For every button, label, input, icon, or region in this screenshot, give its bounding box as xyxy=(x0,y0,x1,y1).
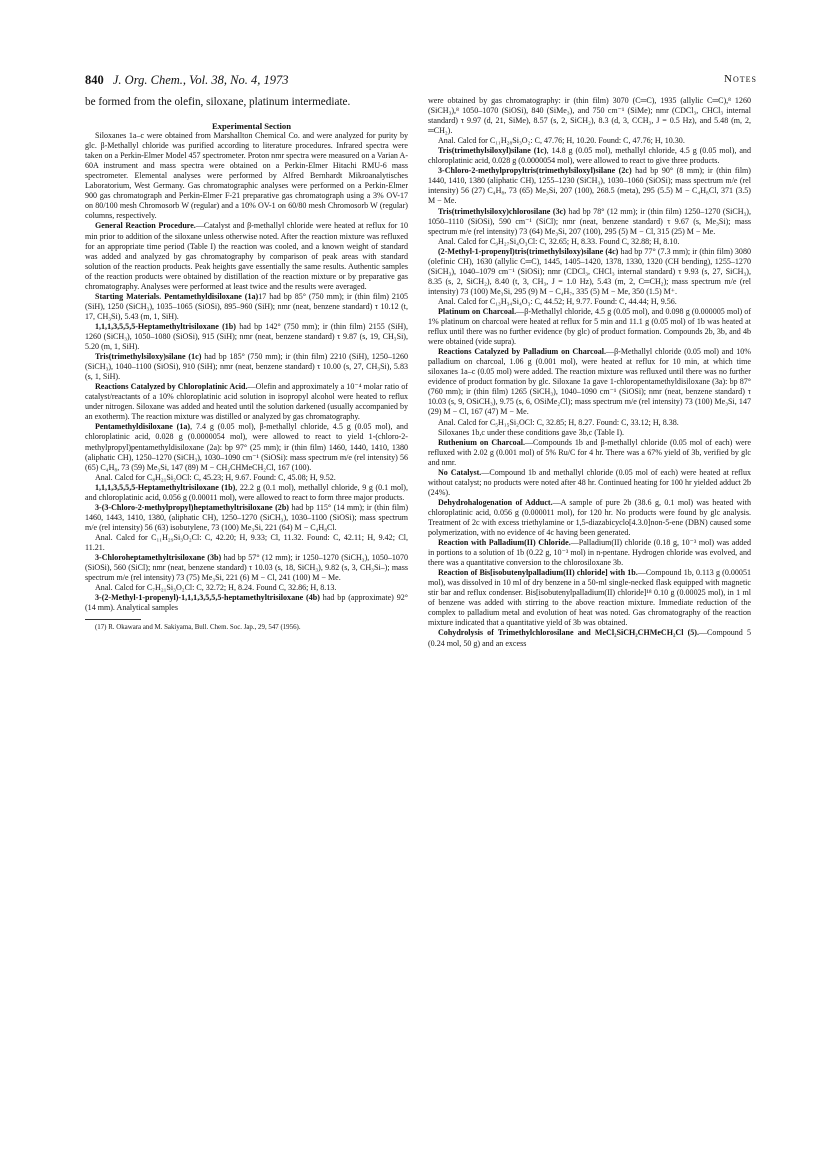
paragraph xyxy=(428,207,751,237)
paragraph-heading: (2-Methyl-1-propenyl)tris(trimethylsiloxy)silane (4c) xyxy=(438,246,619,256)
paragraph xyxy=(85,352,408,382)
paragraph xyxy=(85,503,408,533)
paragraph-text: , 22.2 g (0.1 mol), methallyl chloride, 9 g (0.1 mol), and chloroplatinic acid, 0.056 g (0.00011 mol), were allowed to react to form three major products. xyxy=(85,482,408,502)
paragraph xyxy=(85,593,408,613)
paragraph xyxy=(85,422,408,472)
analysis: Anal. Calcd for C₁₃H₃₄Si₄O₃: C, 44.52; H, 9.77. Found: C, 44.44; H, 9.56. xyxy=(438,296,677,306)
page-header xyxy=(85,73,757,93)
paragraph xyxy=(428,247,751,297)
paragraph xyxy=(85,292,408,322)
paragraph-heading: 1,1,1,3,5,5,5-Heptamethyltrisiloxane (1b) xyxy=(95,482,236,492)
paragraph-heading: Cohydrolysis of Trimethylchlorosilane and MeCl₂SiCH₂CHMeCH₂Cl (5). xyxy=(438,628,699,638)
right-column xyxy=(428,96,751,649)
section-title: Experimental Section xyxy=(211,121,291,131)
paragraph-text: had bp 77° (7.3 mm); ir (thin film) 3080 (olefinic CH), 1630 (allylic C═C), 1445, 1405–1420, 1378, 1330, 1320 (CH bending), 1255–1270 (SiCH₃), 1040–1079 cm⁻¹ (SiOSi); nmr (CDCl₃, CHCl₃ internal standard) τ 9.93 (s, 27, SiCH₃), 8.35 (s, 2, SiCH₂), 8.40 (t, 3, CH₃, J = 1.0 Hz), 5.43 (m, 2, C═CH₂); mass spectrum m/e (rel intensity) 73 (100) Me₃Si, 295 (9) M − C₄H₇, 335 (5) M − Me, 350 (1.5) M⁺. xyxy=(428,246,751,296)
paragraph-heading: Tris(trimethylsiloxy)silane (1c) xyxy=(95,352,202,362)
paragraph xyxy=(428,538,751,568)
paragraph-text: had bp 57° (12 mm); ir 1250–1270 (SiCH₃), 1050–1070 (SiOSi), 560 (SiCl); nmr (neat, benzene standard) τ 10.03 (s, 18, SiCH₃), 9.82 (s, 3, CH₃Si–); mass spectrum m/e (rel intensity) 73 (75) Me₃Si, 221 (6) M − Cl, 241 (100) M − Me. xyxy=(85,553,408,583)
section-label: Notes xyxy=(724,73,757,85)
paragraph-heading: Reactions Catalyzed by Chloroplatinic Acid. xyxy=(95,382,248,392)
paragraph-heading: Ruthenium on Charcoal. xyxy=(438,437,525,447)
paragraph-text: had bp 78° (12 mm); ir (thin film) 1250–1270 (SiCH₃), 1050–1110 (SiOSi), 590 cm⁻¹ (SiCl); nmr (neat, benzene standard) τ 9.67 (s, Me₃Si); mass spectrum m/e (rel intensity) 73 (64) Me₃Si, 207 (100), 295 (5) M − Cl, 315 (25) M − Me. xyxy=(428,206,752,236)
paragraph-heading: Reaction of Bis[isobutenylpalladium(II) chloride] with 1b. xyxy=(438,568,638,578)
paragraph-text: —β-Methallyl chloride, 4.5 g (0.05 mol), and 0.098 g (0.000005 mol) of 1% platinum on charcoal were heated at reflux for 5 min and 11.1 g (0.05 mol) of 1b was heated at reflux until there was no further evidence (by glc) of product formation. Compounds 2b, 3b, and 4b were obtained (vide supra). xyxy=(428,306,751,347)
paragraph xyxy=(428,146,751,166)
paragraph xyxy=(85,382,408,422)
paragraph-heading: Tris(trimethylsiloxyl)silane (1c) xyxy=(438,146,547,156)
paragraph-text: —Catalyst and β-methallyl chloride were heated at reflux for 10 min prior to addition of the siloxane unless otherwise noted. After the reaction mixture was refluxed for an appropriate time period (Table I) the reaction was cooled, and a known weight of standard was added and analyzed by gas chromatography by comparison of peak areas with standard solution of the reaction products. Peak heights gave essentially the same results. Authentic samples of the reaction products were obtained by distillation of the reaction mixture or by preparative gas chromatography. Analyses were performed at least twice and the results were averaged. xyxy=(85,221,409,291)
paragraph-text: , 14.8 g (0.05 mol), methallyl chloride, 4.5 g (0.05 mol), and chloroplatinic acid, 0.028 g (0.0000054 mol), were allowed to react to give three products. xyxy=(428,146,751,166)
paragraph-text: had bp 90° (8 mm); ir (thin film) 1440, 1410, 1380 (aliphatic CH), 1255–1230 (SiCH₃), 1030–1060 (SiOSi); mass spectrum m/e (rel intensity) 56 (27) C₄H₈, 73 (65) Me₃Si, 207 (100), 268.5 (meta), 295 (5.5) M − C₄H₈Cl, 371 (3.5) M − Me. xyxy=(428,166,751,206)
paragraph xyxy=(428,307,751,347)
analysis: Anal. Calcd for C₇H₂₁Si₃O₂Cl: C, 32.72; H, 8.24. Found C, 32.86; H, 8.13. xyxy=(95,583,337,593)
paragraph-heading: 3-Chloro-2-methylpropyltris(trimethylsiloxyl)silane (2c) xyxy=(438,166,632,176)
paragraph: Siloxanes 1a–c were obtained from Marshallton Chemical Co. and were analyzed for purity by glc. β-Methallyl chloride was purified according to literature procedures. Infrared spectra were taken on a Perkin-Elmer Model 457 spectrometer. Proton nmr spectra were measured on a Varian A-60A instrument and mass spectra were obtained on a Perkin-Elmer Hitachi RMU-6 mass spectrometer. Elemental analyses were performed by Alfred Bernhardt Mikroanalytisches Laboratorium, West Germany. Gas chromatographic analyses were performed on a Perkin-Elmer 900 gas chromatograph and Perkin-Elmer F-21 preparative gas chromatograph using a 3% OV-17 on 80/100 mesh Chromosorb W (regular) and a 10% OV-1 on 60/80 mesh Chromosorb W (regular) columns, respectively. xyxy=(85,131,408,221)
paragraph-text: —Compounds 1b and β-methallyl chloride (0.05 mol of each) were refluxed with 2.02 g (0.001 mol) of 5% Ru/C for 4 hr. There was a 67% yield of 3b, verified by glc and nmr. xyxy=(428,437,751,467)
paragraph-heading: Reactions Catalyzed by Palladium on Charcoal. xyxy=(438,347,607,357)
paragraph xyxy=(428,438,751,468)
paragraph-text: —β-Methallyl chloride (0.05 mol) and 10% palladium on charcoal, 1.06 g (0.001 mol), were heated at reflux for 10 min, at which time siloxanes 1a–c (0.05 mol) were added. The reaction mixture was refluxed until there was no further evidence of product formation by glc. Siloxane 1a gave 1-chloropentamethyldisiloxane (3a): bp 87° (760 mm); ir (thin film) 1265 (SiCH₃), 1040–1090 cm⁻¹ (SiOSi); nmr (neat, benzene standard) τ 10.03 (s, 9, OSiCH₃), 9.75 (s, 6, OSiMe₂Cl); mass spectrum m/e (rel intensity) 73 (100) Me₃Si, 147 (29) M − Cl, 167 (47) M − Me. xyxy=(428,347,751,417)
paragraph-heading: Platinum on Charcoal. xyxy=(438,306,517,316)
paragraph xyxy=(428,628,751,648)
paragraph xyxy=(428,347,751,417)
paragraph xyxy=(85,483,408,503)
page-number: 840 xyxy=(85,73,104,87)
paragraph xyxy=(85,322,408,352)
paragraph-text: had bp 142° (750 mm); ir (thin film) 2155 (SiH), 1260 (SiCH₃), 1050–1080 (SiOSi), 915 (SiH); nmr (neat, benzene standard) τ 9.87 (s, 19, CH₃Si), 5.20 (m, 1, SiH). xyxy=(85,321,408,352)
paragraph xyxy=(428,498,751,538)
paragraph-text: 17 had bp 85° (750 mm); ir (thin film) 2105 (SiH), 1250 (SiCH₃), 1035–1065 (SiOSi), 895–960 (SiH); nmr (neat, benzene standard) τ 10.12 (t, 17, CH₃Si), 5.43 (m, 1, SiH). xyxy=(85,291,408,321)
paragraph-text: —Compound 1b and methallyl chloride (0.05 mol of each) were heated at reflux without catalyst; no products were noted after 48 hr. Continued heating for 100 hr yielded adduct 2b (24%). xyxy=(428,467,751,497)
paragraph-heading: 1,1,1,3,5,5,5-Heptamethyltrisiloxane (1b) xyxy=(95,321,236,331)
paragraph: Siloxanes 1b,c under these conditions gave 3b,c (Table I). xyxy=(438,427,625,437)
paragraph-heading: Starting Materials. Pentamethyldisiloxane (1a) xyxy=(95,291,259,301)
paragraph xyxy=(428,468,751,498)
paragraph-text: had bp (approximate) 92° (14 mm). Analytical samples xyxy=(85,593,408,613)
analysis: Anal. Calcd for C₉H₂₇Si₄O₃Cl: C, 32.65; H, 8.33. Found C, 32.88; H, 8.10. xyxy=(438,236,680,246)
paragraph xyxy=(428,568,751,628)
paragraph-text: —Compound 5 (0.24 mol, 50 g) and an excess xyxy=(428,628,751,648)
paragraph-heading: Tris(trimethylsiloxy)chlorosilane (3c) xyxy=(438,206,566,216)
lead-text: be formed from the olefin, siloxane, platinum intermediate. xyxy=(85,96,351,108)
paragraph xyxy=(428,166,751,206)
paragraph-text: , 7.4 g (0.05 mol), β-methallyl chloride, 4.5 g (0.05 mol), and chloroplatinic acid, 0.028 g (0.0000054 mol), were allowed to react to yield 1-(chloro-2-methylpropyl)pentamethyldisiloxane (2a): bp 97° (25 mm); ir (thin film) 1460, 1440, 1410, 1380 (aliphatic CH), 1250–1270 (SiCH₃), 1030–1090 cm⁻¹ (SiOSi): mass spectrum m/e (rel intensity) 56 (65) C₄H₈, 73 (59) Me₃Si, 147 (89) M − CH₂CHMeCH₂Cl, 167 (100). xyxy=(85,422,408,472)
paragraph-heading: 3-(3-Chloro-2-methylpropyl)heptamethyltrisiloxane (2b) xyxy=(95,502,289,512)
paragraph-heading: General Reaction Procedure. xyxy=(95,221,196,231)
paragraph: were obtained by gas chromatography: ir (thin film) 3070 (C═C), 1935 (allylic C═C),⁸ 1260 (SiCH₃),⁸ 1050–1070 (SiOSi), 840 (SiMe₃), and 750 cm⁻¹ (SiMe); nmr (CDCl₃, CHCl₃ internal standard) τ 9.97 (d, 21, SiMe), 8.57 (s, 2, SiCH₂), 8.3 (d, 3, CCH₃, J = 0.5 Hz), and 5.48 (m, 2, ═CH₂). xyxy=(428,96,751,136)
analysis: Anal. Calcd for C₅H₁₅Si₂OCl: C, 32.85; H, 8.27. Found: C, 33.12; H, 8.38. xyxy=(438,417,679,427)
paragraph-text: —Compound 1b, 0.113 g (0.00051 mol), was dissolved in 10 ml of dry benzene in a 50-ml single-necked flask equipped with magnetic stir bar and reflux condenser. Bis[isobutenylpalladium(II) chloride]¹⁸ 0.10 g (0.00025 mol), in 1 ml of benzene was added with stirring to the above reaction mixture. Immediate reduction of the complex to palladium metal and evolution of heat was noted. Gas chromatography of the reaction mixture indicated that a quantitative yield of 3b was obtained. xyxy=(428,568,751,628)
running-head xyxy=(85,73,288,88)
analysis: Anal. Calcd for C₁₁H₂₈Si₃O₂: C, 47.76; H, 10.20. Found: C, 47.76; H, 10.30. xyxy=(438,136,685,146)
paragraph-heading: Pentamethyldisiloxane (1a) xyxy=(95,422,191,432)
analysis: Anal. Calcd for C₈H₂₁Si₂OCl: C, 45.23; H, 9.67. Found: C, 45.08; H, 9.52. xyxy=(95,472,336,482)
footnote-divider xyxy=(85,619,141,620)
paragraph-heading: Dehydrohalogenation of Adduct. xyxy=(438,497,553,507)
paragraph xyxy=(85,221,408,291)
paragraph-heading: No Catalyst. xyxy=(438,467,482,477)
paragraph-heading: 3-(2-Methyl-1-propenyl)-1,1,1,3,5,5,5-heptamethyltrisiloxane (4b) xyxy=(95,593,320,603)
left-column xyxy=(85,96,408,633)
paragraph-text: —Palladium(II) chloride (0.18 g, 10⁻³ mol) was added in portions to a solution of 1b (0.22 g, 10⁻³ mol) in n-pentane. Hydrogen chloride was evolved, and there was a quantitative conversion to the chlorosiloxane 3b. xyxy=(428,538,751,568)
footnote: (17) R. Okawara and M. Sakiyama, Bull. Chem. Soc. Jap., 29, 547 (1956). xyxy=(95,624,301,632)
paragraph xyxy=(85,553,408,583)
paragraph-heading: 3-Chloroheptamethyltrisiloxane (3b) xyxy=(95,553,222,563)
paragraph-text: —Olefin and approximately a 10⁻⁴ molar ratio of catalyst/reactants of a 10% chloroplatinic acid solution in isopropyl alcohol were heated to reflux under nitrogen. Siloxane was added and heated until the solution darkened (usually accompanied by an exotherm). The reaction mixture was distilled or analyzed by gas chromatography. xyxy=(85,382,408,422)
analysis: Anal. Calcd for C₁₁H₂₉Si₃O₂Cl: C, 42.20; H, 9.33; Cl, 11.32. Found: C, 42.11; H, 9.42; Cl, 11.21. xyxy=(85,532,408,552)
journal-citation: J. Org. Chem., Vol. 38, No. 4, 1973 xyxy=(112,73,289,87)
paragraph-heading: Reaction with Palladium(II) Chloride. xyxy=(438,538,571,548)
paragraph-text: —A sample of pure 2b (38.6 g, 0.1 mol) was heated with chloroplatinic acid, 0.056 g (0.000011 mol), for 120 hr. No products were found by glc analysis. Treatment of 2c with excess triethylamine or 1,5-diazabicyclo[4.3.0]non-5-ene (DBN) caused some polymerization, with no evidence of 4c having been generated. xyxy=(428,497,751,538)
paragraph-text: had bp 185° (750 mm); ir (thin film) 2210 (SiH), 1250–1260 (SiCH₃), 1040–1100 (SiOSi), 910 (SiH); nmr (neat, benzene standard) τ 10.00 (s, 27, CH₃Si), 5.83 (s, 1, SiH). xyxy=(85,352,408,382)
paragraph-text: had bp 115° (14 mm); ir (thin film) 1460, 1443, 1410, 1380, (aliphatic CH), 1250–1270 (SiCH₃), 1030–1100 (SiOSi); mass spectrum m/e (rel intensity) 56 (63) isobutylene, 73 (100) Me₃Si, 221 (64) M − C₄H₈Cl. xyxy=(85,502,408,532)
